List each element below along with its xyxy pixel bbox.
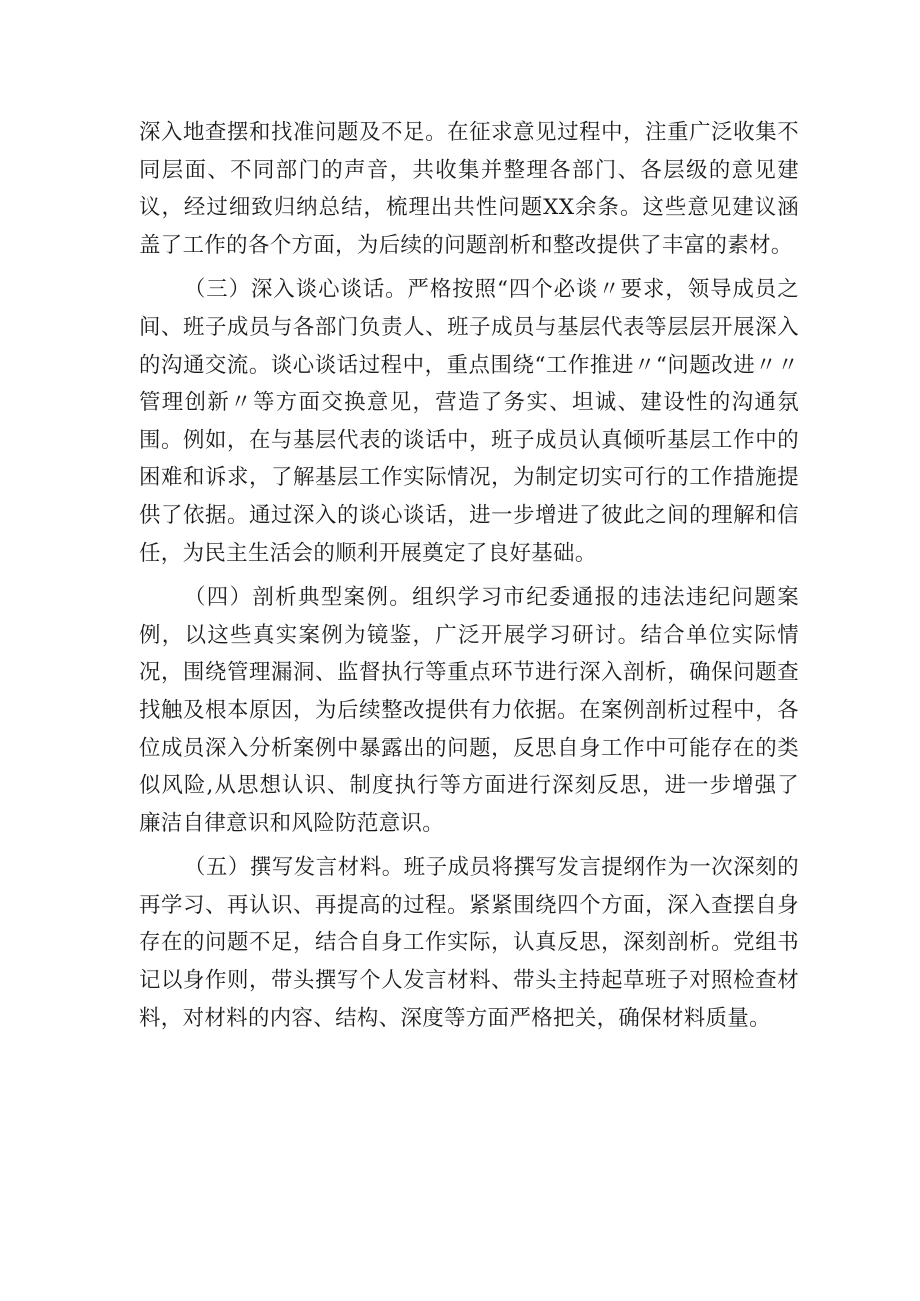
paragraph-gap xyxy=(139,572,799,579)
paragraph-section-4: （四）剖析典型案例。组织学习市纪委通报的违法违纪问题案例，以这些真实案例为镜鉴，广泛开展学习研讨。结合单位实际情况，围绕管理漏洞、监督执行等重点环节进行深入剖析，确保问题查找触及根本原因，为后续整改提供有力依据。在案例剖析过程中，各位成员深入分析案例中暴露出的问题，反思自身工作中可能存在的类似风险,从思想认识、制度执行等方面进行深刻反思，进一步增强了廉洁自律意识和风险防范意识。 xyxy=(139,585,799,836)
paragraph-gap xyxy=(139,264,799,271)
paragraph-continuation: 深入地查摆和找准问题及不足。在征求意见过程中，注重广泛收集不同层面、不同部门的声音，共收集并整理各部门、各层级的意见建议，经过细致归纳总结，梳理出共性问题XX余条。这些意见建议涵盖了工作的各个方面，为后续的问题剖析和整改提供了丰富的素材。 xyxy=(139,120,799,258)
paragraph-gap xyxy=(139,842,799,849)
paragraph-section-5: （五）撰写发言材料。班子成员将撰写发言提纲作为一次深刻的再学习、再认识、再提高的过程。紧紧围绕四个方面，深入查摆自身存在的问题不足，结合自身工作实际，认真反思，深刻剖析。党组书记以身作则，带头撰写个人发言材料、带头主持起草班子对照检查材料，对材料的内容、结构、深度等方面严格把关，确保材料质量。 xyxy=(139,855,799,1031)
document-body xyxy=(139,114,799,1037)
paragraph-section-3: （三）深入谈心谈话。严格按照“四个必谈〃要求，领导成员之间、班子成员与各部门负责人、班子成员与基层代表等层层开展深入的沟通交流。谈心谈话过程中，重点围绕“工作推进〃“问题改进〃〃管理创新〃等方面交换意见，营造了务实、坦诚、建设性的沟通氛围。例如，在与基层代表的谈话中，班子成员认真倾听基层工作中的困难和诉求，了解基层工作实际情况，为制定切实可行的工作措施提供了依据。通过深入的谈心谈话，进一步增进了彼此之间的理解和信任，为民主生活会的顺利开展奠定了良好基础。 xyxy=(139,277,799,566)
